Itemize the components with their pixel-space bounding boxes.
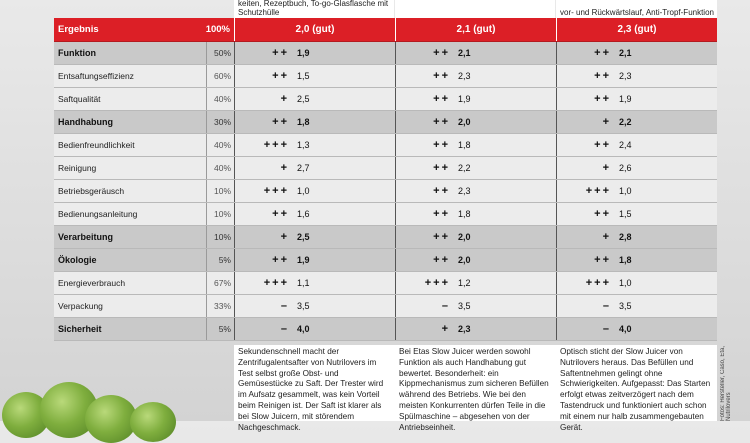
rating-symbol: ++: [433, 231, 450, 243]
overall-result-row: [54, 18, 717, 42]
product-description-top-2: [395, 0, 555, 18]
grade-product-3: [556, 88, 717, 110]
criterion-weight: 50%: [206, 42, 234, 64]
grade-value: 2,3: [619, 71, 632, 81]
rating-symbol: +: [280, 93, 289, 105]
grade-product-2: [395, 249, 556, 271]
rating-symbol: +++: [424, 277, 450, 289]
rating-symbol: +: [602, 116, 611, 128]
grade-value: 2,6: [619, 163, 632, 173]
rating-symbol: ++: [433, 70, 450, 82]
criterion-label: Bedienfreundlichkeit: [58, 140, 135, 150]
grade-product-2: [395, 203, 556, 225]
grade-value: 1,9: [619, 94, 632, 104]
grade-product-1: [234, 249, 395, 271]
criterion-weight: 5%: [206, 318, 234, 340]
grade-product-2: [395, 65, 556, 87]
criterion-label: Handhabung: [58, 117, 113, 127]
grade-product-3: [556, 134, 717, 156]
criterion-label: Bedienungsanleitung: [58, 209, 138, 219]
criterion-weight: 40%: [206, 88, 234, 110]
product-description-top-row: [54, 0, 717, 18]
criterion-label: Reinigung: [58, 163, 97, 173]
rating-symbol: ++: [433, 162, 450, 174]
grade-product-1: [234, 111, 395, 133]
grade-product-1: [234, 203, 395, 225]
grade-product-3: [556, 295, 717, 317]
rating-symbol: +++: [263, 185, 289, 197]
grade-value: 1,1: [297, 278, 310, 288]
criterion-label: Verarbeitung: [58, 232, 114, 242]
grade-product-3: [556, 226, 717, 248]
rating-symbol: ++: [594, 254, 611, 266]
row-weight: 100%: [205, 24, 230, 35]
criterion-weight: 5%: [206, 249, 234, 271]
criterion-weight: 40%: [206, 134, 234, 156]
grade-product-3: [556, 272, 717, 294]
criterion-weight: 60%: [206, 65, 234, 87]
grade-value: 1,8: [458, 140, 471, 150]
grade-product-2: [395, 318, 556, 340]
rating-symbol: –: [280, 323, 289, 335]
grade-product-2: [395, 42, 556, 64]
table-row: [54, 295, 717, 318]
rating-symbol: +: [602, 231, 611, 243]
table-row: [54, 203, 717, 226]
criterion-weight: 10%: [206, 203, 234, 225]
overall-grade-product-3: 2,3 (gut): [556, 18, 717, 41]
table-row: [54, 272, 717, 295]
grade-product-1: [234, 272, 395, 294]
criterion-weight: 10%: [206, 180, 234, 202]
grade-value: 1,3: [297, 140, 310, 150]
grade-product-2: [395, 272, 556, 294]
row-label: Ergebnis: [58, 24, 99, 35]
grade-value: 1,9: [297, 255, 310, 265]
rating-symbol: +++: [585, 277, 611, 289]
grade-value: 3,5: [619, 301, 632, 311]
table-row: [54, 157, 717, 180]
rating-symbol: +: [280, 162, 289, 174]
rating-table: [54, 18, 717, 341]
grade-value: 2,7: [297, 163, 310, 173]
rating-symbol: ++: [272, 254, 289, 266]
criterion-label: Verpackung: [58, 301, 103, 311]
rating-symbol: +++: [263, 277, 289, 289]
product-description-top-3: vor- und Rückwärtslauf, Anti-Tropf-Funktion: [556, 0, 717, 18]
rating-symbol: +++: [263, 139, 289, 151]
criterion-weight: 33%: [206, 295, 234, 317]
product-description-bottom-left: [54, 345, 234, 421]
rating-symbol: –: [280, 300, 289, 312]
grade-product-3: [556, 180, 717, 202]
grade-value: 1,2: [458, 278, 471, 288]
rating-symbol: ++: [433, 139, 450, 151]
criterion-label: Sicherheit: [58, 324, 102, 334]
grade-value: 2,1: [458, 48, 471, 58]
grade-product-3: [556, 203, 717, 225]
overall-grade-product-2: 2,1 (gut): [395, 18, 556, 41]
grade-product-3: [556, 65, 717, 87]
criterion-label: Entsaftungseffizienz: [58, 71, 134, 81]
product-description-top-1: keiten, Rezeptbuch, To-go-Glasflasche mit Schutzhülle: [234, 0, 394, 18]
criterion-label: Funktion: [58, 48, 96, 58]
grade-product-3: [556, 111, 717, 133]
grade-product-3: [556, 249, 717, 271]
criterion-weight: 67%: [206, 272, 234, 294]
grade-product-1: [234, 226, 395, 248]
rating-symbol: ++: [433, 47, 450, 59]
criterion-weight: 10%: [206, 226, 234, 248]
rating-symbol: –: [602, 323, 611, 335]
grade-product-3: [556, 318, 717, 340]
grade-value: 2,3: [458, 186, 471, 196]
grade-product-3: [556, 42, 717, 64]
grade-value: 1,8: [297, 117, 310, 127]
table-row: [54, 318, 717, 341]
grade-value: 2,3: [458, 324, 471, 334]
table-row: [54, 111, 717, 134]
grade-value: 2,0: [458, 255, 471, 265]
grade-value: 1,9: [458, 94, 471, 104]
table-row: [54, 65, 717, 88]
rating-symbol: ++: [433, 93, 450, 105]
rating-symbol: ++: [594, 70, 611, 82]
grade-product-2: [395, 180, 556, 202]
rating-symbol: ++: [272, 208, 289, 220]
grade-value: 2,4: [619, 140, 632, 150]
grade-product-2: [395, 295, 556, 317]
criterion-label: Betriebsgeräusch: [58, 186, 125, 196]
grade-value: 2,0: [458, 117, 471, 127]
grade-product-2: [395, 111, 556, 133]
grade-product-1: [234, 65, 395, 87]
table-row: [54, 249, 717, 272]
overall-grade-product-1: 2,0 (gut): [234, 18, 395, 41]
rating-symbol: +++: [585, 185, 611, 197]
table-row: [54, 180, 717, 203]
rating-symbol: ++: [594, 47, 611, 59]
grade-product-1: [234, 134, 395, 156]
rating-symbol: ++: [433, 208, 450, 220]
grade-value: 2,2: [619, 117, 632, 127]
grade-value: 2,0: [458, 232, 471, 242]
rating-symbol: ++: [594, 93, 611, 105]
grade-value: 1,5: [297, 71, 310, 81]
grade-value: 1,0: [619, 278, 632, 288]
grade-value: 4,0: [297, 324, 310, 334]
rating-symbol: ++: [433, 254, 450, 266]
grade-value: 1,8: [619, 255, 632, 265]
grade-value: 1,0: [619, 186, 632, 196]
grade-product-1: [234, 157, 395, 179]
rating-symbol: ++: [594, 208, 611, 220]
rating-symbol: ++: [272, 116, 289, 128]
table-row: [54, 134, 717, 157]
grade-value: 2,5: [297, 94, 310, 104]
rating-symbol: –: [441, 300, 450, 312]
rating-symbol: ++: [433, 116, 450, 128]
grade-value: 1,0: [297, 186, 310, 196]
rating-symbol: –: [602, 300, 611, 312]
grade-product-2: [395, 88, 556, 110]
grade-product-2: [395, 134, 556, 156]
grade-product-1: [234, 180, 395, 202]
grade-product-1: [234, 42, 395, 64]
table-row: [54, 42, 717, 65]
rating-symbol: +: [602, 162, 611, 174]
rating-symbol: ++: [433, 185, 450, 197]
grade-value: 1,9: [297, 48, 310, 58]
grade-product-2: [395, 226, 556, 248]
grade-value: 2,1: [619, 48, 632, 58]
criterion-label: Energieverbrauch: [58, 278, 126, 288]
grade-value: 2,8: [619, 232, 632, 242]
rating-symbol: +: [441, 323, 450, 335]
grade-value: 3,5: [297, 301, 310, 311]
grade-product-2: [395, 157, 556, 179]
photo-credit: Fotos: Hersteller, Caso, Eta, Nutrilovers: [720, 345, 732, 421]
grade-value: 3,5: [458, 301, 471, 311]
grade-value: 1,6: [297, 209, 310, 219]
product-description-1: Sekundenschnell macht der Zentrifugalentsafter von Nutrilovers im Test selbst große Obst- und Gemüsestücke zu Saft. Der Trester wird im Aufsatz gesammelt, was kein Vorteil beim Reinigen ist. Der Saft ist klarer als bei Slow Juicern, mit störendem Nachgeschmack.: [234, 345, 395, 421]
rating-symbol: ++: [272, 47, 289, 59]
grade-value: 2,3: [458, 71, 471, 81]
rating-symbol: ++: [272, 70, 289, 82]
criterion-weight: 40%: [206, 157, 234, 179]
grade-product-1: [234, 88, 395, 110]
grade-product-1: [234, 295, 395, 317]
rating-symbol: ++: [594, 139, 611, 151]
table-row: [54, 88, 717, 111]
product-description-2: Bei Etas Slow Juicer werden sowohl Funktion als auch Handhabung gut bewertet. Besonderheit: ein Kippmechanismus zum sicheren Befüllen während des Betriebs. Wie bei den meisten Konkurrenten dürfen Teile in die Spülmaschine – abgesehen von der Antriebseinheit.: [395, 345, 556, 421]
grade-value: 4,0: [619, 324, 632, 334]
criterion-weight: 30%: [206, 111, 234, 133]
grade-value: 2,5: [297, 232, 310, 242]
grade-product-1: [234, 318, 395, 340]
product-description-3: Optisch sticht der Slow Juicer von Nutrilovers heraus. Das Befüllen und Saftentnehmen gelingt ohne Schwierigkeiten. Aufgepasst: Das Starten erfolgt etwas zeitverzögert nach dem Tastendruck und funktioniert auch schon mit einem nur halb zusammengebauten Gerät.: [556, 345, 717, 421]
grade-value: 1,8: [458, 209, 471, 219]
criterion-label: Ökologie: [58, 255, 97, 265]
rating-symbol: +: [280, 231, 289, 243]
grade-product-3: [556, 157, 717, 179]
grade-value: 1,5: [619, 209, 632, 219]
criterion-label: Saftqualität: [58, 94, 101, 104]
grade-value: 2,2: [458, 163, 471, 173]
table-row: [54, 226, 717, 249]
